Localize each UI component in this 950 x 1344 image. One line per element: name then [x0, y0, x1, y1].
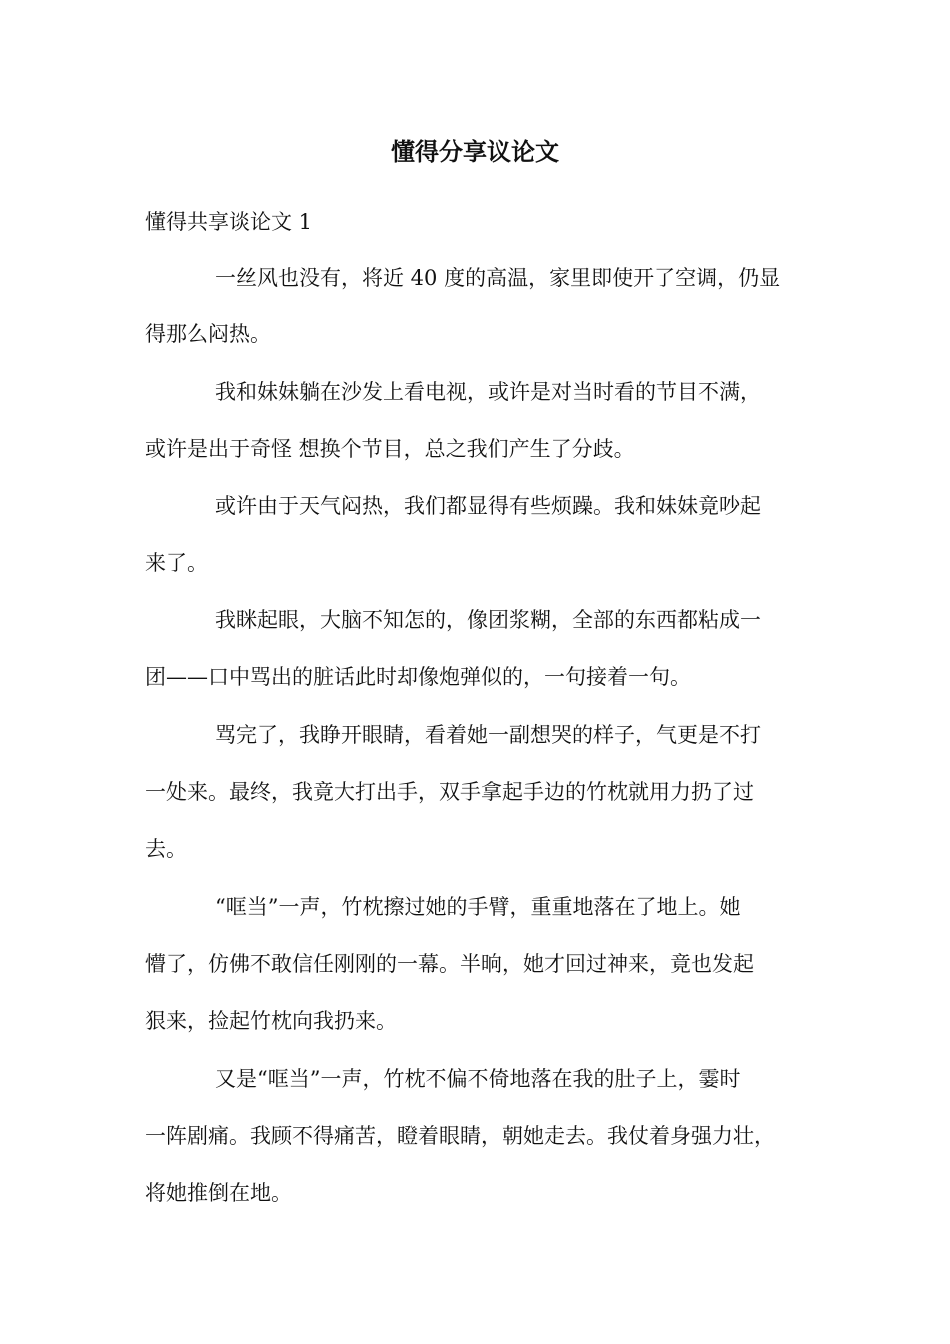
- paragraph-5-line-1: 骂完了，我睁开眼睛，看着她一副想哭的样子，气更是不打: [215, 723, 761, 747]
- paragraph-7-line-2: 一阵剧痛。我顾不得痛苦，瞪着眼睛，朝她走去。我仗着身强力壮，: [145, 1124, 775, 1148]
- paragraph-4-line-1: 我眯起眼，大脑不知怎的，像团浆糊，全部的东西都粘成一: [215, 608, 761, 632]
- document-subtitle: 懂得共享谈论文 1: [145, 210, 313, 234]
- paragraph-1-line-2: 得那么闷热。: [145, 322, 271, 346]
- paragraph-6-line-2: 懵了，仿佛不敢信任刚刚的一幕。半晌，她才回过神来，竟也发起: [145, 952, 754, 976]
- document-title: 懂得分享议论文: [391, 137, 559, 166]
- paragraph-3-line-1: 或许由于天气闷热，我们都显得有些烦躁。我和妹妹竟吵起: [215, 494, 761, 518]
- paragraph-5-line-2: 一处来。最终，我竟大打出手，双手拿起手边的竹枕就用力扔了过: [145, 780, 754, 804]
- paragraph-5-line-3: 去。: [145, 837, 187, 861]
- paragraph-2-line-2: 或许是出于奇怪 想换个节目，总之我们产生了分歧。: [145, 437, 635, 461]
- paragraph-1-line-1: 一丝风也没有，将近 40 度的高温，家里即使开了空调，仍显: [215, 266, 781, 290]
- paragraph-6-line-3: 狠来，捡起竹枕向我扔来。: [145, 1009, 397, 1033]
- paragraph-7-line-3: 将她推倒在地。: [145, 1181, 292, 1205]
- paragraph-3-line-2: 来了。: [145, 551, 208, 575]
- paragraph-2-line-1: 我和妹妹躺在沙发上看电视，或许是对当时看的节目不满，: [215, 380, 761, 404]
- paragraph-6-line-1: “哐当”一声，竹枕擦过她的手臂，重重地落在了地上。她: [215, 895, 741, 919]
- paragraph-4-line-2: 团——口中骂出的脏话此时却像炮弹似的，一句接着一句。: [145, 665, 691, 689]
- paragraph-7-line-1: 又是“哐当”一声，竹枕不偏不倚地落在我的肚子上，霎时: [215, 1067, 741, 1091]
